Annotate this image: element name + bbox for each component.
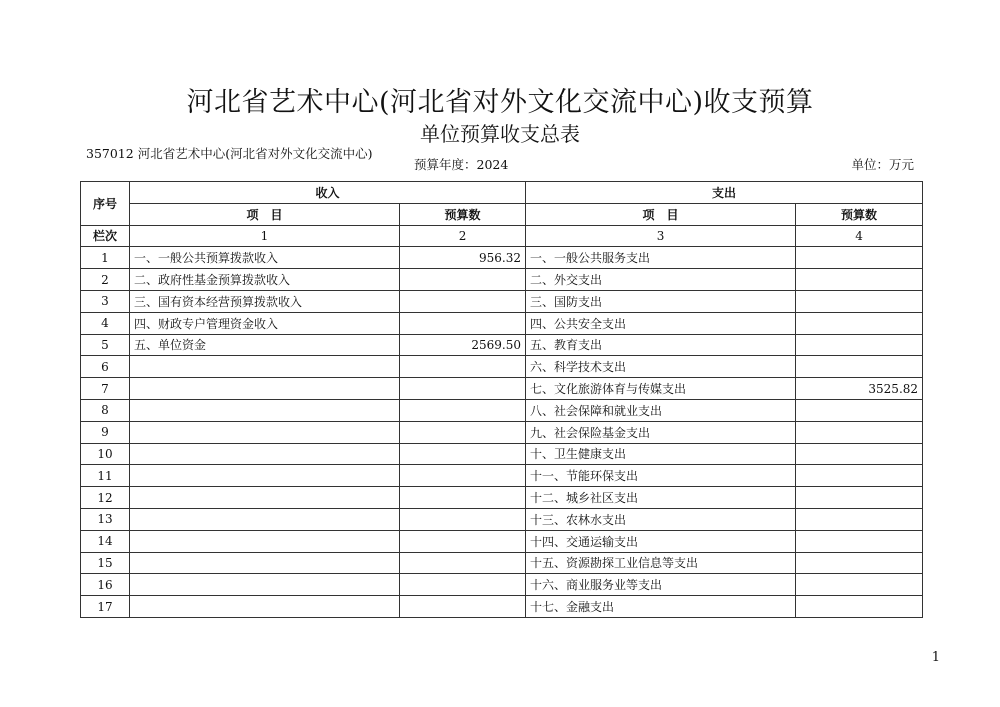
table-row [81, 465, 923, 487]
income-amount: 2569.50 [400, 334, 526, 356]
row-number: 8 [81, 399, 130, 421]
document-title: 河北省艺术中心(河北省对外文化交流中心)收支预算 [186, 87, 814, 118]
unit-name: 357012 河北省艺术中心(河北省对外文化交流中心) [86, 146, 373, 161]
row-number: 13 [81, 508, 130, 530]
income-item [130, 596, 400, 618]
col-index-4: 4 [796, 225, 923, 247]
expense-amount [796, 399, 923, 421]
table-row [81, 530, 923, 552]
income-amount [400, 596, 526, 618]
income-item: 一、一般公共预算拨款收入 [130, 247, 400, 269]
expense-item: 十七、金融支出 [526, 596, 796, 618]
budget-year: 预算年度：2024 [414, 157, 509, 172]
row-number: 4 [81, 312, 130, 334]
income-item-header: 项 目 [130, 203, 400, 225]
income-item [130, 378, 400, 400]
row-number: 6 [81, 356, 130, 378]
income-item [130, 356, 400, 378]
expense-item: 十五、资源勘探工业信息等支出 [526, 552, 796, 574]
row-number: 2 [81, 269, 130, 291]
header-row-2 [81, 203, 923, 225]
expense-item: 三、国防支出 [526, 290, 796, 312]
expense-item: 七、文化旅游体育与传媒支出 [526, 378, 796, 400]
table-row [81, 247, 923, 269]
expense-item: 十二、城乡社区支出 [526, 487, 796, 509]
expense-item: 十六、商业服务业等支出 [526, 574, 796, 596]
income-budget-header: 预算数 [400, 203, 526, 225]
expense-amount [796, 465, 923, 487]
expense-amount [796, 290, 923, 312]
row-number: 10 [81, 443, 130, 465]
expense-item-header: 项 目 [526, 203, 796, 225]
row-number: 5 [81, 334, 130, 356]
income-amount [400, 290, 526, 312]
col-index-1: 1 [130, 225, 400, 247]
expense-item: 八、社会保障和就业支出 [526, 399, 796, 421]
expense-item: 六、科学技术支出 [526, 356, 796, 378]
table-row [81, 487, 923, 509]
expense-item: 五、教育支出 [526, 334, 796, 356]
expense-budget-header: 预算数 [796, 203, 923, 225]
income-item: 五、单位资金 [130, 334, 400, 356]
expense-amount [796, 247, 923, 269]
expense-amount [796, 487, 923, 509]
column-index-row [81, 225, 923, 247]
income-amount [400, 312, 526, 334]
seq-header: 序号 [81, 182, 130, 226]
row-number: 1 [81, 247, 130, 269]
row-number: 16 [81, 574, 130, 596]
income-amount [400, 399, 526, 421]
expense-amount [796, 269, 923, 291]
expense-item: 十一、节能环保支出 [526, 465, 796, 487]
expense-amount [796, 530, 923, 552]
income-item [130, 508, 400, 530]
expense-amount [796, 356, 923, 378]
expense-item: 十三、农林水支出 [526, 508, 796, 530]
income-amount [400, 378, 526, 400]
expense-amount: 3525.82 [796, 378, 923, 400]
income-amount [400, 574, 526, 596]
expense-amount [796, 334, 923, 356]
table-row [81, 574, 923, 596]
income-item [130, 574, 400, 596]
col-index-2: 2 [400, 225, 526, 247]
income-item [130, 421, 400, 443]
income-amount [400, 421, 526, 443]
table-row [81, 269, 923, 291]
table-row [81, 378, 923, 400]
table-row [81, 334, 923, 356]
row-number: 3 [81, 290, 130, 312]
table-row [81, 399, 923, 421]
expense-amount [796, 552, 923, 574]
income-amount: 956.32 [400, 247, 526, 269]
col-index-3: 3 [526, 225, 796, 247]
expense-item: 九、社会保险基金支出 [526, 421, 796, 443]
page-number: 1 [931, 650, 940, 665]
income-item [130, 487, 400, 509]
income-item: 二、政府性基金预算拨款收入 [130, 269, 400, 291]
row-number: 17 [81, 596, 130, 618]
table-row [81, 596, 923, 618]
table-row [81, 508, 923, 530]
header-row-1 [81, 182, 923, 204]
income-amount [400, 269, 526, 291]
table-row [81, 421, 923, 443]
income-item [130, 552, 400, 574]
row-number: 9 [81, 421, 130, 443]
expense-amount [796, 443, 923, 465]
row-number: 11 [81, 465, 130, 487]
table-row [81, 443, 923, 465]
expense-item: 四、公共安全支出 [526, 312, 796, 334]
expense-item: 一、一般公共服务支出 [526, 247, 796, 269]
income-header: 收入 [130, 182, 526, 204]
table-row [81, 312, 923, 334]
expense-amount [796, 508, 923, 530]
income-item [130, 443, 400, 465]
income-item [130, 399, 400, 421]
income-amount [400, 530, 526, 552]
income-amount [400, 508, 526, 530]
budget-table [80, 181, 923, 618]
table-row [81, 290, 923, 312]
income-item: 四、财政专户管理资金收入 [130, 312, 400, 334]
expense-item: 二、外交支出 [526, 269, 796, 291]
income-amount [400, 487, 526, 509]
expense-amount [796, 596, 923, 618]
document-subtitle: 单位预算收支总表 [420, 122, 580, 146]
income-amount [400, 552, 526, 574]
expense-amount [796, 421, 923, 443]
row-number: 7 [81, 378, 130, 400]
row-number: 15 [81, 552, 130, 574]
income-item: 三、国有资本经营预算拨款收入 [130, 290, 400, 312]
income-item [130, 465, 400, 487]
expense-item: 十四、交通运输支出 [526, 530, 796, 552]
income-amount [400, 465, 526, 487]
col-index-label: 栏次 [81, 225, 130, 247]
table-row [81, 356, 923, 378]
row-number: 12 [81, 487, 130, 509]
income-item [130, 530, 400, 552]
income-amount [400, 356, 526, 378]
expense-item: 十、卫生健康支出 [526, 443, 796, 465]
expense-amount [796, 574, 923, 596]
expense-amount [796, 312, 923, 334]
unit-label: 单位：万元 [851, 157, 914, 172]
expense-header: 支出 [526, 182, 923, 204]
table-row [81, 552, 923, 574]
income-amount [400, 443, 526, 465]
row-number: 14 [81, 530, 130, 552]
